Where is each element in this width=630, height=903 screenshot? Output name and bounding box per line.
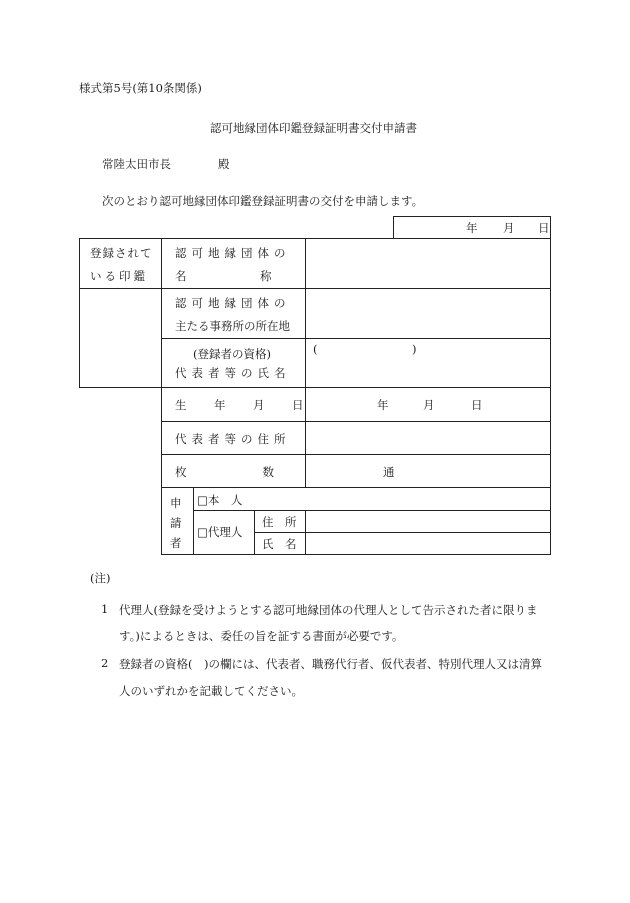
seal-label-line2: いる印鑑 [90,269,148,283]
rep-address-field[interactable] [306,422,550,454]
form-title: 認可地縁団体印鑑登録証明書交付申請書 [210,121,417,135]
form-number: 様式第5号(第10条関係) [79,81,202,95]
birth-day-label: 日 [471,398,483,412]
rep-paren-close: ) [412,342,417,356]
rep-name-label: 代表者等の氏名 [175,366,291,380]
applicant-label: 申 請 者 [170,496,182,550]
rep-paren-open: ( [313,342,318,356]
office-address-field[interactable] [306,289,550,338]
agent-address-label: 住 所 [262,515,297,529]
note2-number: 2 [101,656,109,670]
office-label-line2: 主たる事務所の所在地 [175,319,290,333]
addressee-honorific: 殿 [218,157,230,171]
copies-unit: 通 [383,465,395,479]
notes-heading: (注) [90,571,111,585]
agent-name-field[interactable] [306,533,550,554]
office-label-line1: 認可地縁団体の [175,296,291,310]
self-option-checkbox[interactable]: □本 人 [197,493,243,507]
org-name-field[interactable] [306,239,550,288]
birth-year-label: 年 [377,398,389,412]
date-year-label: 年 [466,221,478,235]
agent-option-checkbox[interactable]: □代理人 [197,525,243,539]
copies-label: 枚 数 [175,465,280,479]
seal-label-line1: 登録されて [90,246,153,260]
intro-text: 次のとおり認可地縁団体印鑑登録証明書の交付を申請します。 [102,194,424,208]
date-month-label: 月 [503,221,515,235]
rep-qualification-label: (登録者の資格) [193,347,271,361]
note2-line2: 人のいずれかを記載してください。 [119,684,303,698]
addressee-name: 常陸太田市長 [102,157,171,171]
birth-month-label: 月 [423,398,435,412]
org-name-label-line1: 認可地縁団体の [175,246,291,260]
agent-address-field[interactable] [306,511,550,532]
agent-name-label: 氏 名 [262,537,297,551]
note2-line1: 登録者の資格( )の欄には、代表者、職務代行者、仮代表者、特別代理人又は清算 [119,657,542,671]
note1-number: 1 [101,602,109,616]
rep-name-field[interactable] [306,360,550,387]
org-name-label-line2: 名 称 [175,269,277,283]
birth-date-label: 生 年 月 日 [175,398,312,412]
rep-address-label: 代表者等の住所 [175,432,291,446]
note1-line1: 代理人(登録を受けようとする認可地縁団体の代理人として告示された者に限りま [119,603,538,617]
date-day-label: 日 [538,221,550,235]
note1-line2: す。)によるときは、委任の旨を証する書面が必要です。 [119,629,404,643]
